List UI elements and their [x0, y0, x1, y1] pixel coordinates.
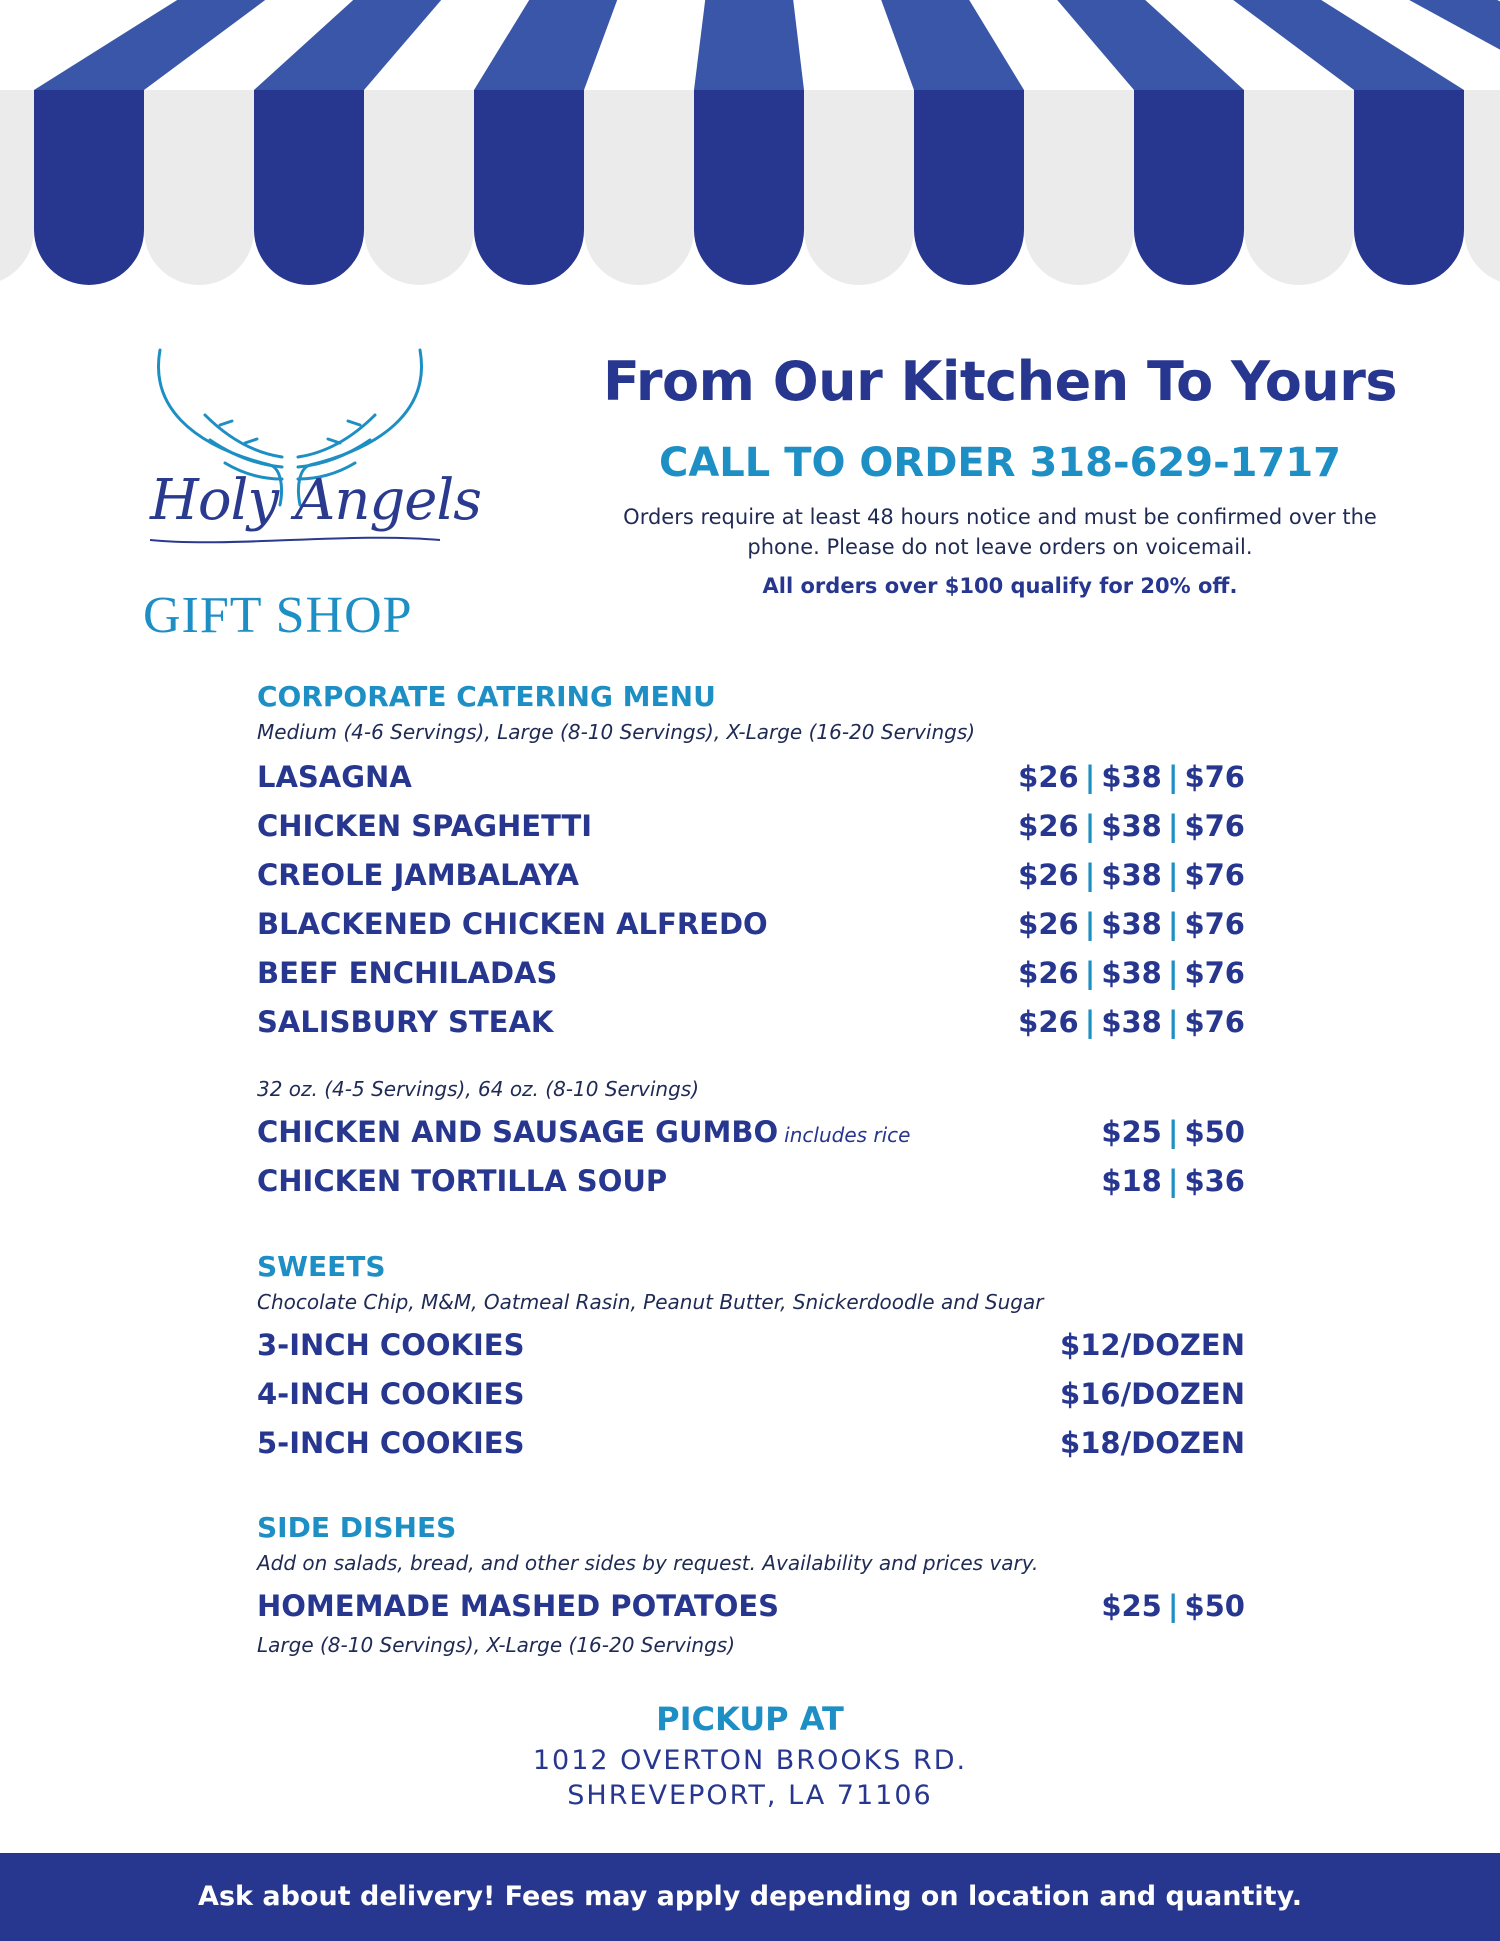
brand-gift-shop: GIFT SHOP	[143, 587, 413, 644]
item-price: $16/DOZEN	[1060, 1377, 1245, 1411]
item-subnote: includes rice	[784, 1123, 911, 1147]
item-price: $26 | $38 | $76	[1018, 858, 1245, 892]
sides-sizes-note: Large (8-10 Servings), X-Large (16-20 Servings)	[257, 1633, 735, 1657]
item-price: $26 | $38 | $76	[1018, 760, 1245, 794]
menu-item	[257, 907, 1245, 947]
item-name: CREOLE JAMBALAYA	[257, 858, 579, 892]
menu-item	[257, 858, 1245, 898]
awning-scallop	[474, 90, 584, 285]
awning-scallop	[1244, 90, 1354, 285]
awning-scallop	[254, 90, 364, 285]
delivery-note: Ask about delivery! Fees may apply depending on location and quantity.	[198, 1881, 1302, 1912]
item-price: $12/DOZEN	[1060, 1328, 1245, 1362]
menu-item	[257, 1115, 1245, 1155]
item-name: CHICKEN AND SAUSAGE GUMBO includes rice	[257, 1115, 911, 1149]
menu-item	[257, 1426, 1245, 1466]
awning-scallop	[34, 90, 144, 285]
awning-stripe	[694, 0, 804, 90]
menu-item	[257, 760, 1245, 800]
awning-scallop	[694, 90, 804, 285]
item-name: 3-INCH COOKIES	[257, 1328, 525, 1362]
menu-item	[257, 1589, 1245, 1629]
menu-item	[257, 1328, 1245, 1368]
awning-scallop	[1134, 90, 1244, 285]
item-price: $18/DOZEN	[1060, 1426, 1245, 1460]
item-name: HOMEMADE MASHED POTATOES	[257, 1589, 780, 1623]
item-name: SALISBURY STEAK	[257, 1005, 554, 1039]
notice-line: Orders require at least 48 hours notice and must be confirmed over the	[623, 505, 1377, 529]
notice-line: phone. Please do not leave orders on voicemail.	[747, 535, 1253, 559]
menu-item	[257, 956, 1245, 996]
menu-item	[257, 1164, 1245, 1204]
logo-underline-icon	[150, 530, 450, 550]
call-to-order-phone[interactable]: CALL TO ORDER 318-629-1717	[658, 440, 1341, 486]
item-price: $25 | $50	[1101, 1589, 1245, 1623]
pickup-title: PICKUP AT	[656, 1700, 844, 1738]
footer-bar	[0, 1853, 1500, 1941]
awning-scallop	[914, 90, 1024, 285]
section-title-catering: CORPORATE CATERING MENU	[257, 680, 716, 713]
awning-scallop	[1464, 90, 1500, 285]
item-name: CHICKEN TORTILLA SOUP	[257, 1164, 668, 1198]
sweets-flavors-note: Chocolate Chip, M&M, Oatmeal Rasin, Peanut Butter, Snickerdoodle and Sugar	[257, 1290, 1044, 1314]
item-name: BLACKENED CHICKEN ALFREDO	[257, 907, 768, 941]
brand-script-logo: Holy Angels	[150, 468, 482, 533]
catering-sizes-note: Medium (4-6 Servings), Large (8-10 Servings), X-Large (16-20 Servings)	[257, 720, 976, 744]
item-price: $25 | $50	[1101, 1115, 1245, 1149]
order-notice	[610, 502, 1390, 562]
soup-sizes-note: 32 oz. (4-5 Servings), 64 oz. (8-10 Servings)	[257, 1077, 700, 1101]
page-title: From Our Kitchen To Yours	[602, 350, 1398, 413]
awning-scallop	[1354, 90, 1464, 285]
awning-scallop	[364, 90, 474, 285]
item-name: BEEF ENCHILADAS	[257, 956, 558, 990]
awning-scallop	[1024, 90, 1134, 285]
section-title-sweets: SWEETS	[257, 1250, 386, 1283]
item-name: 4-INCH COOKIES	[257, 1377, 525, 1411]
awning-scallop	[144, 90, 254, 285]
item-price: $26 | $38 | $76	[1018, 1005, 1245, 1039]
awning-scallop	[804, 90, 914, 285]
menu-item	[257, 1005, 1245, 1045]
item-price: $18 | $36	[1101, 1164, 1245, 1198]
item-price: $26 | $38 | $76	[1018, 956, 1245, 990]
awning-banner	[0, 0, 1500, 290]
sides-note: Add on salads, bread, and other sides by request. Availability and prices vary.	[257, 1551, 1039, 1575]
item-price: $26 | $38 | $76	[1018, 907, 1245, 941]
awning-scallop	[0, 90, 34, 285]
section-title-sides: SIDE DISHES	[257, 1511, 457, 1544]
discount-note: All orders over $100 qualify for 20% off.	[762, 574, 1238, 598]
pickup-address-line: 1012 OVERTON BROOKS RD.	[532, 1745, 968, 1776]
item-name: LASAGNA	[257, 760, 412, 794]
menu-item	[257, 1377, 1245, 1417]
pickup-address-line: SHREVEPORT, LA 71106	[567, 1780, 933, 1811]
item-name: 5-INCH COOKIES	[257, 1426, 525, 1460]
item-price: $26 | $38 | $76	[1018, 809, 1245, 843]
item-name: CHICKEN SPAGHETTI	[257, 809, 593, 843]
awning-scallop	[584, 90, 694, 285]
menu-item	[257, 809, 1245, 849]
